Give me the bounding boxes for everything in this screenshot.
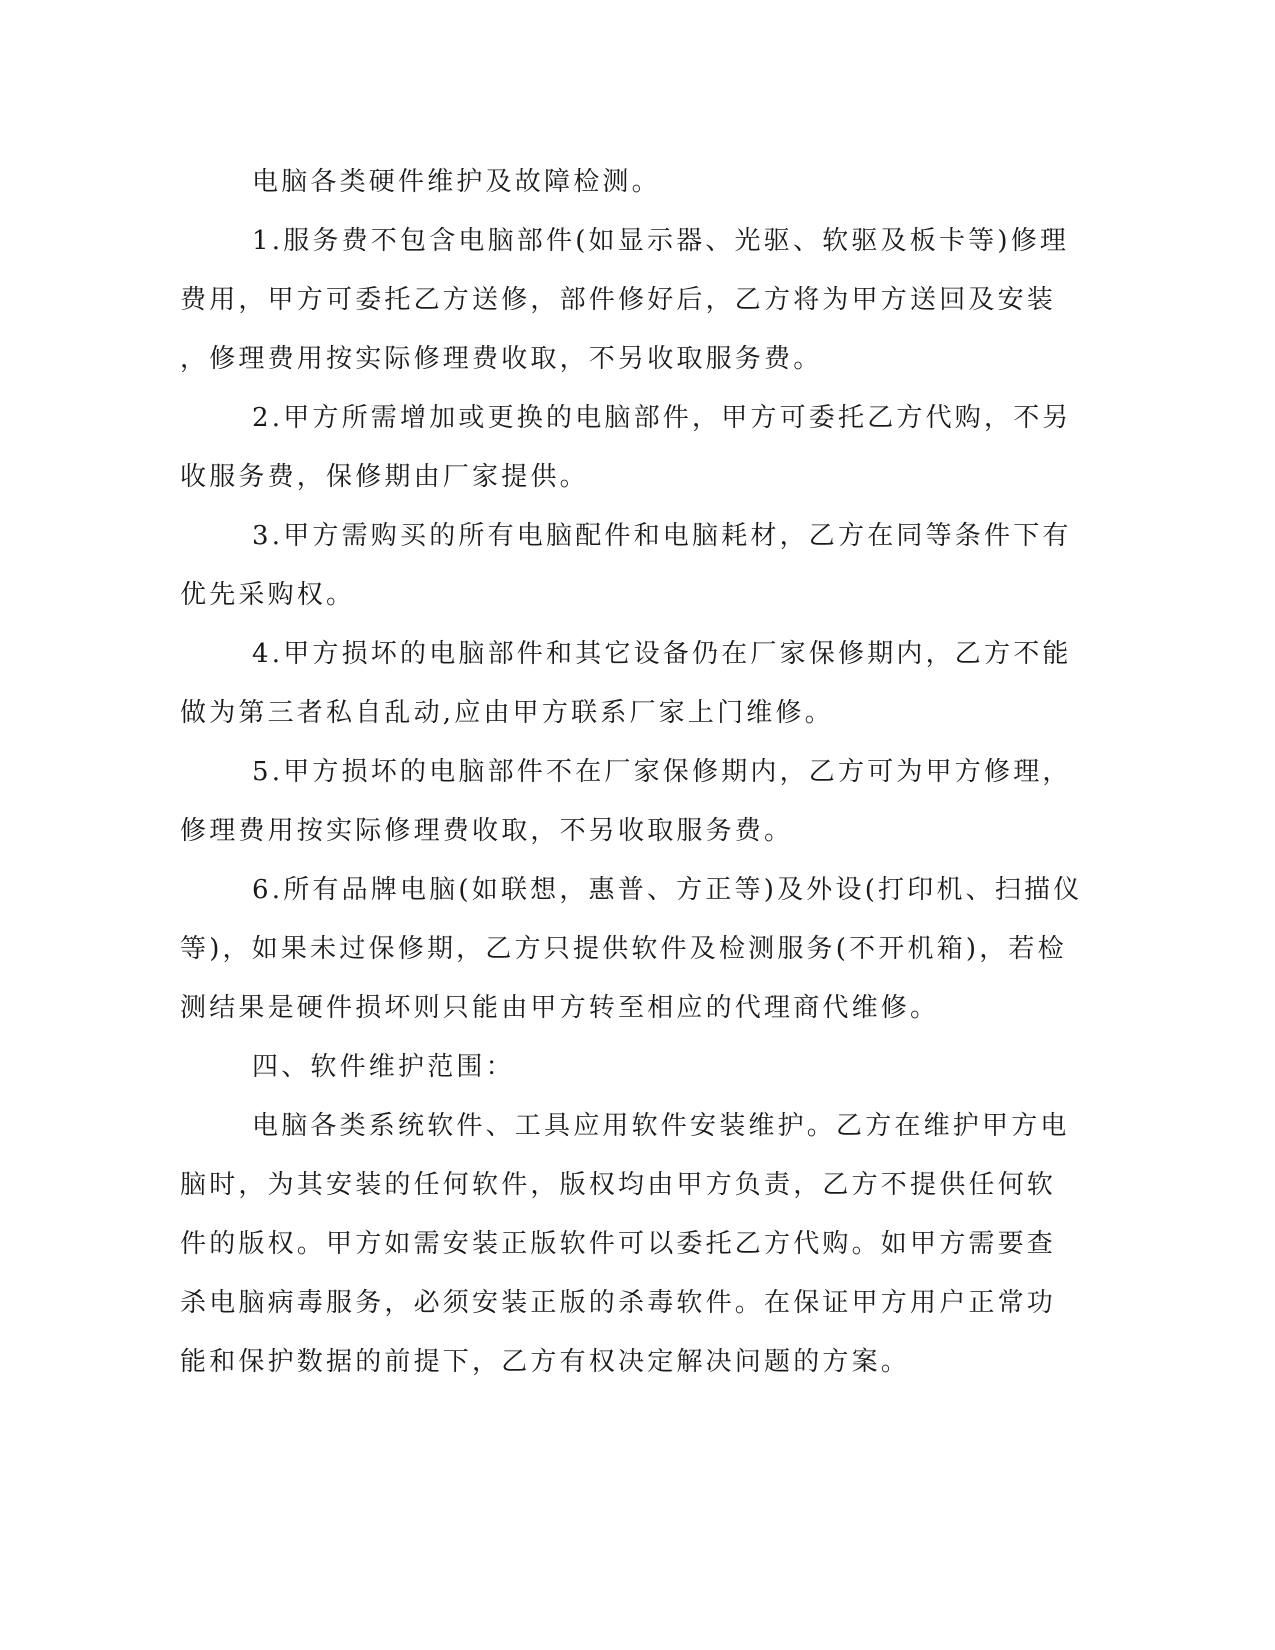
paragraph-line: 能和保护数据的前提下，乙方有权决定解决问题的方案。 (180, 1347, 911, 1377)
paragraph-line: 收服务费，保修期由厂家提供。 (180, 462, 589, 492)
paragraph-line: 修理费用按实际修理费收取，不另收取服务费。 (180, 816, 794, 846)
paragraph-line: 杀电脑病毒服务，必须安装正版的杀毒软件。在保证甲方用户正常功 (180, 1288, 1057, 1318)
paragraph-line: 1.服务费不包含电脑部件(如显示器、光驱、软驱及板卡等)修理 (252, 226, 1070, 256)
paragraph-line: 2.甲方所需增加或更换的电脑部件，甲方可委托乙方代购，不另 (252, 403, 1072, 433)
paragraph-line: 4.甲方损坏的电脑部件和其它设备仍在厂家保修期内，乙方不能 (252, 639, 1072, 669)
paragraph-line: 件的版权。甲方如需安装正版软件可以委托乙方代购。如甲方需要查 (180, 1229, 1057, 1259)
paragraph-line: 电脑各类系统软件、工具应用软件安装维护。乙方在维护甲方电 (252, 1111, 1070, 1141)
paragraph-line: 电脑各类硬件维护及故障检测。 (252, 167, 661, 197)
paragraph-line: 优先采购权。 (180, 580, 356, 610)
document-body (180, 157, 1083, 1396)
paragraph-line: ，修理费用按实际修理费收取，不另收取服务费。 (180, 344, 823, 374)
paragraph-line: 测结果是硬件损坏则只能由甲方转至相应的代理商代维修。 (180, 993, 940, 1023)
paragraph-line: 6.所有品牌电脑(如联想，惠普、方正等)及外设(打印机、扫描仪 (252, 875, 1083, 905)
paragraph-line: 5.甲方损坏的电脑部件不在厂家保修期内，乙方可为甲方修理， (252, 757, 1072, 787)
paragraph-line: 做为第三者私自乱动,应由甲方联系厂家上门维修。 (180, 698, 834, 728)
paragraph-line: 脑时，为其安装的任何软件，版权均由甲方负责，乙方不提供任何软 (180, 1170, 1057, 1200)
paragraph-line: 费用，甲方可委托乙方送修，部件修好后，乙方将为甲方送回及安装 (180, 285, 1057, 315)
section-heading: 四、软件维护范围： (252, 1052, 515, 1082)
paragraph-line: 等)，如果未过保修期，乙方只提供软件及检测服务(不开机箱)，若检 (180, 934, 1067, 964)
paragraph-line: 3.甲方需购买的所有电脑配件和电脑耗材，乙方在同等条件下有 (252, 521, 1072, 551)
